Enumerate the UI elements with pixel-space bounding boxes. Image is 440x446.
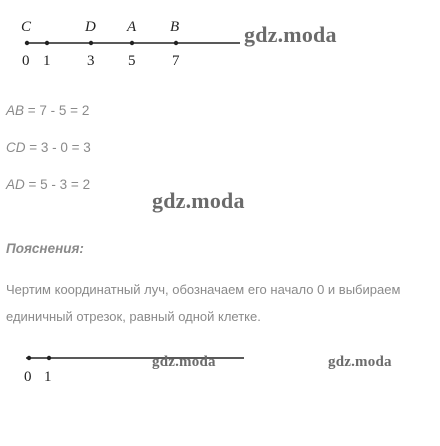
equation-cd <box>6 141 91 155</box>
point-d-label: D <box>85 19 96 35</box>
point-a-label: A <box>127 19 137 35</box>
point-d-dot <box>89 41 93 45</box>
equation-ab-lhs: AB <box>6 103 25 118</box>
tick-0-label: 0 <box>22 53 30 69</box>
bottom-origin-dot <box>27 356 31 360</box>
bottom-unit-dot <box>47 356 51 360</box>
equation-ab <box>6 104 89 118</box>
equation-ab-rhs: = 7 - 5 = 2 <box>27 103 90 118</box>
equation-ad-rhs: = 5 - 3 = 2 <box>28 177 91 192</box>
tick-5-label: 5 <box>128 53 136 69</box>
bottom-tick-1-label: 1 <box>44 369 52 385</box>
point-a-dot <box>130 41 134 45</box>
equation-cd-rhs: = 3 - 0 = 3 <box>29 140 91 155</box>
equation-ad <box>6 178 90 192</box>
equation-cd-lhs: CD <box>6 140 26 155</box>
watermark-bottom-left: gdz.moda <box>152 354 216 370</box>
watermark-bottom-right: gdz.moda <box>328 354 392 370</box>
point-1-dot <box>45 41 49 45</box>
equation-ad-lhs: AD <box>6 177 25 192</box>
watermark-middle: gdz.moda <box>152 188 245 213</box>
tick-7-label: 7 <box>172 53 180 69</box>
point-origin-dot <box>25 41 29 45</box>
tick-3-label: 3 <box>87 53 95 69</box>
point-b-label: B <box>170 19 180 35</box>
point-c-label: C <box>21 19 32 35</box>
watermark-top: gdz.moda <box>244 22 337 47</box>
point-b-dot <box>174 41 178 45</box>
tick-1-label: 1 <box>43 53 51 69</box>
bottom-tick-0-label: 0 <box>24 369 32 385</box>
explanation-paragraph: Чертим координатный луч, обозначаем его начало 0 и выбираем единичный отрезок, равный одной клетке. <box>6 282 401 324</box>
explanation-heading: Пояснения: <box>6 241 84 256</box>
